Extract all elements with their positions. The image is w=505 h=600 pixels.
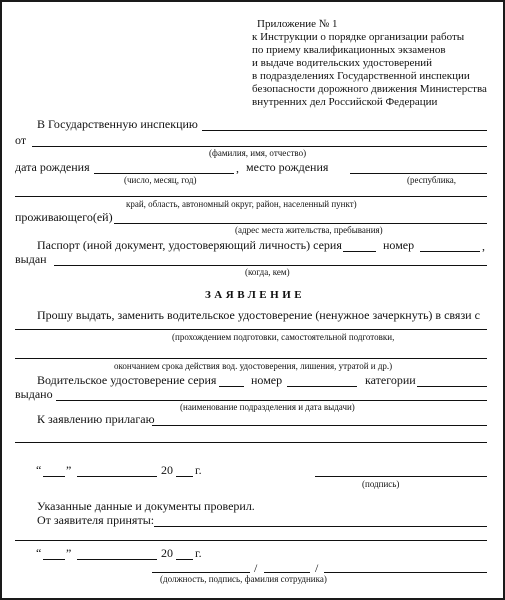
region-field[interactable] (15, 196, 487, 197)
accepted-field-2[interactable] (15, 540, 487, 541)
when-whom-hint: (когда, кем) (245, 267, 290, 277)
license-series-label: Водительское удостоверение серия (37, 373, 217, 387)
header-line-1: к Инструкции о порядке организации работы (252, 31, 465, 43)
officer-date-quote-open: “ (36, 546, 42, 560)
officer-date-day-field[interactable] (43, 559, 65, 560)
officer-date-month-field[interactable] (77, 559, 157, 560)
passport-label: Паспорт (иной документ, удостоверяющий личность) серия (37, 238, 342, 252)
residing-label: проживающего(ей) (15, 210, 113, 224)
officer-date-year-suffix: г. (195, 546, 202, 560)
license-number-field[interactable] (287, 386, 357, 387)
from-label: от (15, 133, 27, 147)
fio-hint: (фамилия, имя, отчество) (209, 148, 307, 158)
license-issued-field[interactable] (56, 400, 487, 401)
reason-hint-2: окончанием срока действия вод. удостоверения, лишения, утратой и др.) (114, 361, 393, 371)
license-category-label: категории (365, 373, 416, 387)
officer-position-field[interactable] (152, 572, 250, 573)
region-hint: край, область, автономный округ, район, населенный пункт) (126, 199, 357, 209)
attached-label: К заявлению прилагаю (37, 412, 155, 426)
reason-field-2[interactable] (15, 358, 487, 359)
officer-hint: (должность, подпись, фамилия сотрудника) (160, 574, 327, 584)
license-issued-label: выдано (15, 387, 53, 401)
checked-label: Указанные данные и документы проверил. (37, 499, 255, 513)
header-line-4: в подразделениях Государственной инспекции (252, 70, 470, 82)
signature-hint: (подпись) (362, 479, 400, 489)
date-quote-close: ” (66, 463, 72, 477)
birth-date-label: дата рождения (15, 160, 90, 174)
attachments-field-1[interactable] (152, 425, 487, 426)
header-line-3: и выдаче водительских удостоверений (252, 57, 433, 69)
attachments-field-2[interactable] (15, 442, 487, 443)
request-text: Прошу выдать, заменить водительское удостоверение (ненужное зачеркнуть) в связи с (37, 308, 480, 322)
officer-date-quote-close: ” (66, 546, 72, 560)
passport-issued-label: выдан (15, 252, 47, 266)
license-category-field[interactable] (417, 386, 487, 387)
header-line-5: безопасности дорожного движения Министерства (252, 83, 487, 95)
passport-comma: , (482, 239, 485, 253)
republic-hint: (республика, (407, 175, 457, 185)
header-line-2: по приему квалификационных экзаменов (252, 44, 446, 56)
statement-title: ЗАЯВЛЕНИЕ (205, 289, 306, 301)
passport-number-field[interactable] (420, 251, 480, 252)
birth-place-field[interactable] (350, 173, 487, 174)
passport-issued-field[interactable] (54, 265, 487, 266)
address-hint: (адрес места жительства, пребывания) (235, 225, 383, 235)
officer-date-year-field[interactable] (176, 559, 193, 560)
appendix-number: Приложение № 1 (257, 18, 338, 30)
accepted-field-1[interactable] (154, 526, 487, 527)
applicant-signature-field[interactable] (315, 476, 487, 477)
license-series-field[interactable] (219, 386, 244, 387)
date-year-suffix: г. (195, 463, 202, 477)
reason-hint-1: (прохождением подготовки, самостоятельной подготовки, (172, 332, 395, 342)
officer-signature-field[interactable] (264, 572, 310, 573)
officer-name-field[interactable] (324, 572, 487, 573)
birth-date-field[interactable] (94, 173, 234, 174)
date-quote-open: “ (36, 463, 42, 477)
header-line-6: внутренних дел Российской Федерации (252, 96, 438, 108)
date-year-prefix: 20 (161, 463, 173, 477)
fio-field[interactable] (32, 146, 487, 147)
date-hint: (число, месяц, год) (124, 175, 197, 185)
officer-slash-2: / (315, 561, 319, 575)
date-month-field[interactable] (77, 476, 157, 477)
to-inspection-field[interactable] (202, 130, 487, 131)
license-number-label: номер (251, 373, 283, 387)
officer-date-year-prefix: 20 (161, 546, 173, 560)
date-year-field[interactable] (176, 476, 193, 477)
reason-field-1[interactable] (15, 329, 487, 330)
birth-place-label: место рождения (246, 160, 329, 174)
date-day-field[interactable] (43, 476, 65, 477)
address-field[interactable] (114, 223, 487, 224)
passport-series-field[interactable] (343, 251, 376, 252)
birth-date-comma: , (236, 161, 239, 175)
accepted-label: От заявителя приняты: (37, 513, 155, 527)
to-inspection-label: В Государственную инспекцию (37, 117, 198, 131)
passport-number-label: номер (383, 238, 415, 252)
officer-slash-1: / (254, 561, 258, 575)
issuer-hint: (наименование подразделения и дата выдачи) (180, 402, 355, 412)
